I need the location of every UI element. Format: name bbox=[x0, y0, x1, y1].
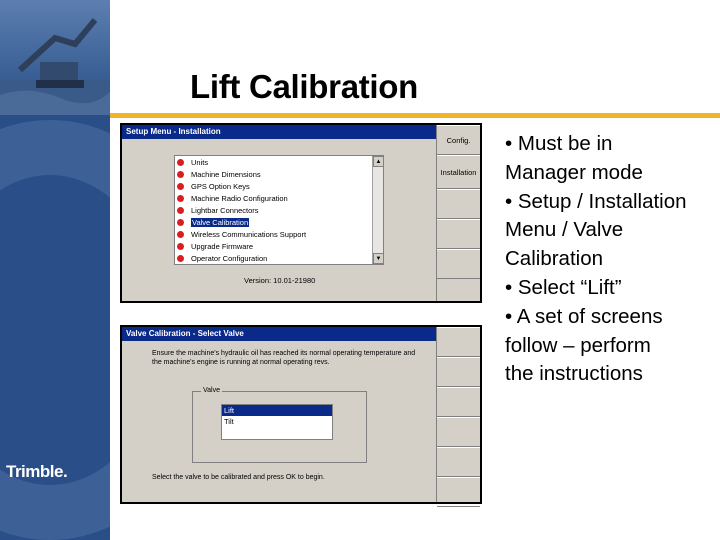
setup-menu-item-label: Wireless Communications Support bbox=[191, 229, 307, 239]
bullet-dot-icon bbox=[177, 159, 184, 166]
setup-menu-item[interactable] bbox=[175, 192, 383, 204]
setup-menu-item-label: Lightbar Connectors bbox=[191, 205, 259, 215]
bullet-list bbox=[505, 130, 717, 389]
setup-menu-item-label: Units bbox=[191, 157, 209, 167]
setup-menu-item[interactable] bbox=[175, 216, 383, 228]
bullet-line: Menu / Valve bbox=[505, 218, 624, 242]
config-button[interactable]: Config. bbox=[437, 125, 480, 155]
valve-side-buttons bbox=[436, 327, 480, 502]
side-button-5[interactable] bbox=[437, 249, 480, 279]
installation-button[interactable]: Installation bbox=[437, 155, 480, 189]
bullet-line: Calibration bbox=[505, 247, 603, 271]
bullet-dot-icon bbox=[177, 195, 184, 202]
setup-menu-item[interactable] bbox=[175, 228, 383, 240]
excavator-photo bbox=[0, 0, 110, 115]
setup-menu-item-label: GPS Option Keys bbox=[191, 181, 250, 191]
setup-menu-item-label: Machine Radio Configuration bbox=[191, 193, 288, 203]
bullet-line: • Setup / Installation bbox=[505, 189, 687, 213]
version-label: Version: 10.01-21980 bbox=[244, 276, 316, 285]
setup-menu-list[interactable] bbox=[174, 155, 384, 265]
setup-menu-item-label: Machine Dimensions bbox=[191, 169, 261, 179]
setup-menu-item-label: Upgrade Firmware bbox=[191, 241, 254, 251]
valve-groupbox bbox=[192, 387, 367, 463]
valve-item-tilt[interactable]: Tilt bbox=[224, 417, 234, 426]
branding-strip bbox=[0, 0, 110, 540]
logo-text: Trimble. bbox=[6, 462, 68, 481]
bullet-line: • Select “Lift” bbox=[505, 275, 622, 299]
valve-window-body bbox=[122, 341, 437, 502]
setup-menu-item[interactable] bbox=[175, 156, 383, 168]
bullet-dot-icon bbox=[177, 243, 184, 250]
setup-window-title: Setup Menu - Installation bbox=[122, 125, 480, 139]
title-underline bbox=[110, 113, 720, 118]
bullet-line: the instructions bbox=[505, 362, 643, 386]
valve-group-label: Valve bbox=[203, 387, 220, 394]
setup-menu-item[interactable] bbox=[175, 252, 383, 264]
valve-side-button-1[interactable] bbox=[437, 327, 480, 357]
side-button-3[interactable] bbox=[437, 189, 480, 219]
setup-window-body bbox=[122, 139, 437, 301]
bullet-dot-icon bbox=[177, 171, 184, 178]
valve-window-title: Valve Calibration - Select Valve bbox=[122, 327, 480, 341]
valve-side-button-5[interactable] bbox=[437, 447, 480, 477]
valve-item-lift[interactable]: Lift bbox=[222, 405, 332, 416]
bullet-line: follow – perform bbox=[505, 333, 651, 357]
bullet-dot-icon bbox=[177, 183, 184, 190]
scroll-up-icon[interactable]: ▲ bbox=[373, 156, 384, 167]
bullet-dot-icon bbox=[177, 231, 184, 238]
setup-menu-item[interactable] bbox=[175, 240, 383, 252]
valve-list[interactable] bbox=[221, 404, 333, 440]
bullet-dot-icon bbox=[177, 255, 184, 262]
valve-side-button-2[interactable] bbox=[437, 357, 480, 387]
slide-title: Lift Calibration bbox=[190, 68, 419, 105]
valve-side-button-4[interactable] bbox=[437, 417, 480, 447]
bullet-line: • Must be in bbox=[505, 132, 613, 155]
setup-menu-item[interactable] bbox=[175, 204, 383, 216]
valve-side-button-6[interactable] bbox=[437, 477, 480, 507]
setup-menu-screenshot bbox=[120, 123, 482, 303]
bullet-dot-icon bbox=[177, 219, 184, 226]
side-button-4[interactable] bbox=[437, 219, 480, 249]
setup-menu-item[interactable] bbox=[175, 180, 383, 192]
list-scrollbar[interactable] bbox=[372, 156, 383, 264]
valve-side-button-3[interactable] bbox=[437, 387, 480, 417]
bullet-line: • A set of screens bbox=[505, 304, 663, 328]
valve-footer-text: Select the valve to be calibrated and press OK to begin. bbox=[152, 474, 325, 481]
setup-menu-item[interactable] bbox=[175, 168, 383, 180]
setup-menu-item-label: Valve Calibration bbox=[192, 217, 249, 227]
trimble-logo bbox=[6, 462, 67, 482]
setup-menu-item-label: Operator Configuration bbox=[191, 253, 268, 263]
valve-calibration-screenshot bbox=[120, 325, 482, 504]
setup-side-buttons bbox=[436, 125, 480, 301]
bullet-dot-icon bbox=[177, 207, 184, 214]
bullet-line: Manager mode bbox=[505, 160, 643, 184]
scroll-down-icon[interactable]: ▼ bbox=[373, 253, 384, 264]
excavator-image bbox=[0, 0, 110, 115]
valve-instructions: Ensure the machine's hydraulic oil has reached its normal operating temperature and the machine's engine is running at normal operating revs. bbox=[152, 350, 416, 366]
